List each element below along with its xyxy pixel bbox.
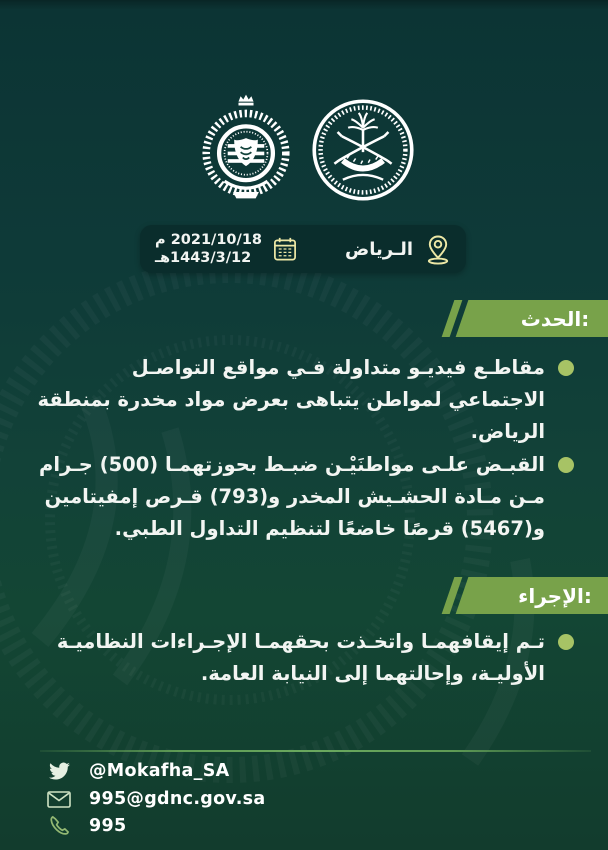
gdnc-emblem-icon [192,93,300,207]
label-body [456,300,608,337]
footer-twitter [46,761,229,781]
footer-email [46,789,265,809]
header-logos [0,93,608,207]
section-label-text: الحدث: [520,306,590,331]
date-hijri: 1443/3/12هـ [155,250,252,266]
date-block [155,231,262,267]
bullet-dot-icon [558,457,574,473]
bullet-item [34,449,574,545]
calendar-icon [272,235,298,263]
top-shade [0,0,608,10]
envelope-icon [46,791,72,808]
bullet-dot-icon [558,634,574,650]
email-address: 995@gdnc.gov.sa [89,789,266,809]
bullet-text: مقاطـع فيديـو متداولة فـي مواقع التواصـل الاجتماعي لمواطن يتباهى بعرض مواد مخدرة بمنطقة الرياض. [37,356,545,443]
phone-number: 995 [89,815,127,836]
moi-emblem-icon [310,97,416,203]
bullet-item [34,352,574,448]
city-label: الـرياض [344,238,413,260]
map-pin-icon [425,233,451,266]
bullet-dot-icon [558,360,574,376]
twitter-handle: @Mokafha_SA [89,761,230,781]
section-label-procedure [448,577,608,614]
footer-divider [40,750,591,752]
phone-handset-icon [46,815,72,836]
info-bar [140,225,466,273]
bullet-text: تـم إيقافهمـا واتخـذت بحقهمـا الإجـراءات النظاميـة الأوليـة، وإحالتهما إلى النيابة العامة. [56,630,545,685]
footer-phone [46,815,126,836]
bullet-item [34,626,574,690]
twitter-icon [46,762,72,781]
label-body [456,577,608,614]
bullet-text: القبـض علـى مواطنَيْـن ضبـط بحوزتهمـا (500) جـرام مـن مـادة الحشـيش المخدر و(793) قـرص إمفيتامين و(5467) قرصًا خاضعًا لتنظيم التداول الطبي. [39,453,545,540]
date-gregorian: 2021/10/18 م [155,232,262,248]
section-label-text: الإجراء: [518,583,592,608]
section-label-event [448,300,608,337]
